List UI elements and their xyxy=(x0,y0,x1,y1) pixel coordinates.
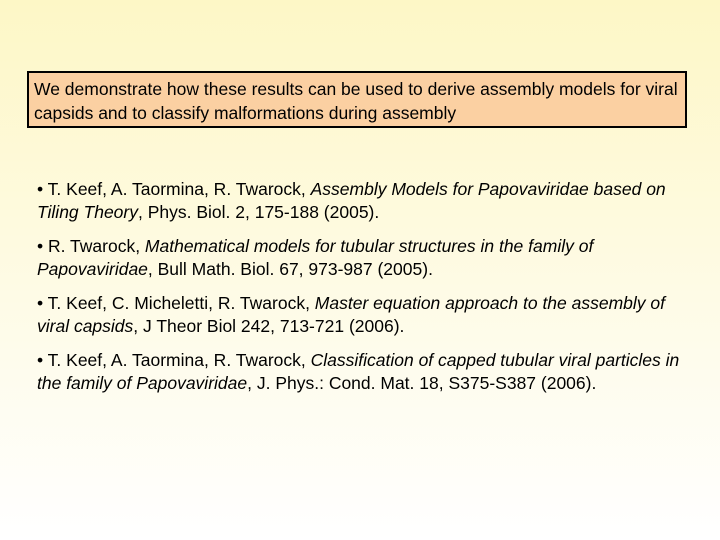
reference-item xyxy=(37,292,687,338)
reference-title: Mathematical models for tubular structures in the family of Papovaviridae xyxy=(37,236,594,279)
reference-authors: • T. Keef, A. Taormina, R. Twarock, xyxy=(37,179,311,199)
reference-title: Assembly Models for Papovaviridae based on Tiling Theory xyxy=(37,179,666,222)
reference-authors: • T. Keef, C. Micheletti, R. Twarock, xyxy=(37,293,315,313)
reference-authors: • T. Keef, A. Taormina, R. Twarock, xyxy=(37,350,311,370)
reference-source: , J Theor Biol 242, 713-721 (2006). xyxy=(133,316,405,336)
reference-title: Master equation approach to the assembly of viral capsids xyxy=(37,293,666,336)
reference-item xyxy=(37,235,687,281)
summary-box xyxy=(27,71,687,128)
reference-list xyxy=(37,178,687,406)
reference-source: , Phys. Biol. 2, 175-188 (2005). xyxy=(138,202,380,222)
reference-item xyxy=(37,178,687,224)
summary-text: We demonstrate how these results can be used to derive assembly models for viral capsids and to classify malformations during assembly xyxy=(34,79,678,123)
reference-authors: • R. Twarock, xyxy=(37,236,145,256)
reference-source: , J. Phys.: Cond. Mat. 18, S375-S387 (2006). xyxy=(247,373,597,393)
reference-source: , Bull Math. Biol. 67, 973-987 (2005). xyxy=(147,259,433,279)
reference-item xyxy=(37,349,687,395)
reference-title: Classification of capped tubular viral particles in the family of Papovaviridae xyxy=(37,350,680,393)
